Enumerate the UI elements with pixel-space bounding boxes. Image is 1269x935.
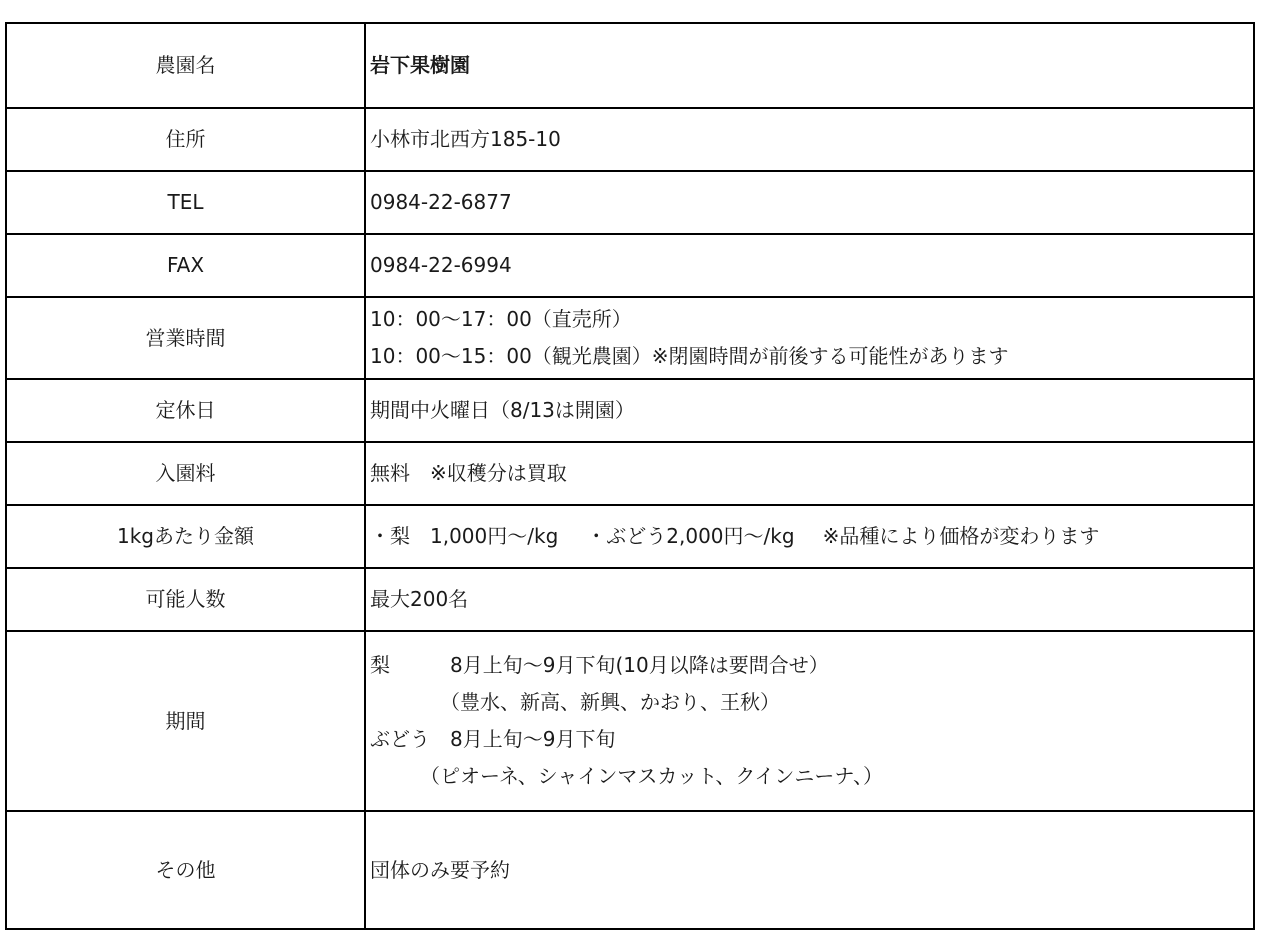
value-price (365, 505, 1254, 568)
price-grape: ・ぶどう2,000円〜/kg (586, 524, 795, 548)
value-tel: 0984-22-6877 (365, 171, 1254, 234)
value-farm-name: 岩下果樹園 (365, 23, 1254, 108)
row-address (6, 108, 1254, 171)
value-admission: 無料 ※収穫分は買取 (365, 442, 1254, 505)
row-price (6, 505, 1254, 568)
label-price: 1kgあたり金額 (6, 505, 365, 568)
label-other: その他 (6, 811, 365, 929)
row-fax (6, 234, 1254, 297)
row-capacity (6, 568, 1254, 631)
value-closed: 期間中火曜日（8/13は開園） (365, 379, 1254, 442)
value-hours (365, 297, 1254, 379)
price-pear: ・梨 1,000円〜/kg (370, 524, 559, 548)
row-admission (6, 442, 1254, 505)
value-address: 小林市北西方185-10 (365, 108, 1254, 171)
value-capacity: 最大200名 (365, 568, 1254, 631)
label-capacity: 可能人数 (6, 568, 365, 631)
row-hours (6, 297, 1254, 379)
label-fax: FAX (6, 234, 365, 297)
row-season (6, 631, 1254, 811)
value-other: 団体のみ要予約 (365, 811, 1254, 929)
hours-line-1: 10：00〜17：00（直売所） (370, 307, 632, 331)
season-line-1: 梨 8月上旬〜9月下旬(10月以降は要問合せ） (370, 653, 829, 677)
farm-info-table (5, 22, 1255, 930)
row-closed (6, 379, 1254, 442)
row-other (6, 811, 1254, 929)
price-note: ※品種により価格が変わります (822, 524, 1100, 548)
row-farm-name (6, 23, 1254, 108)
label-farm-name: 農園名 (6, 23, 365, 108)
hours-line-2: 10：00〜15：00（観光農園）※閉園時間が前後する可能性があります (370, 344, 1009, 368)
season-line-4: （ピオーネ、シャインマスカット、クインニーナ、） (370, 764, 883, 788)
season-line-2: （豊水、新高、新興、かおり、王秋） (370, 690, 780, 714)
label-address: 住所 (6, 108, 365, 171)
label-hours: 営業時間 (6, 297, 365, 379)
value-fax: 0984-22-6994 (365, 234, 1254, 297)
label-tel: TEL (6, 171, 365, 234)
season-line-3: ぶどう 8月上旬〜9月下旬 (370, 727, 616, 751)
value-season (365, 631, 1254, 811)
row-tel (6, 171, 1254, 234)
label-closed: 定休日 (6, 379, 365, 442)
label-admission: 入園料 (6, 442, 365, 505)
label-season: 期間 (6, 631, 365, 811)
